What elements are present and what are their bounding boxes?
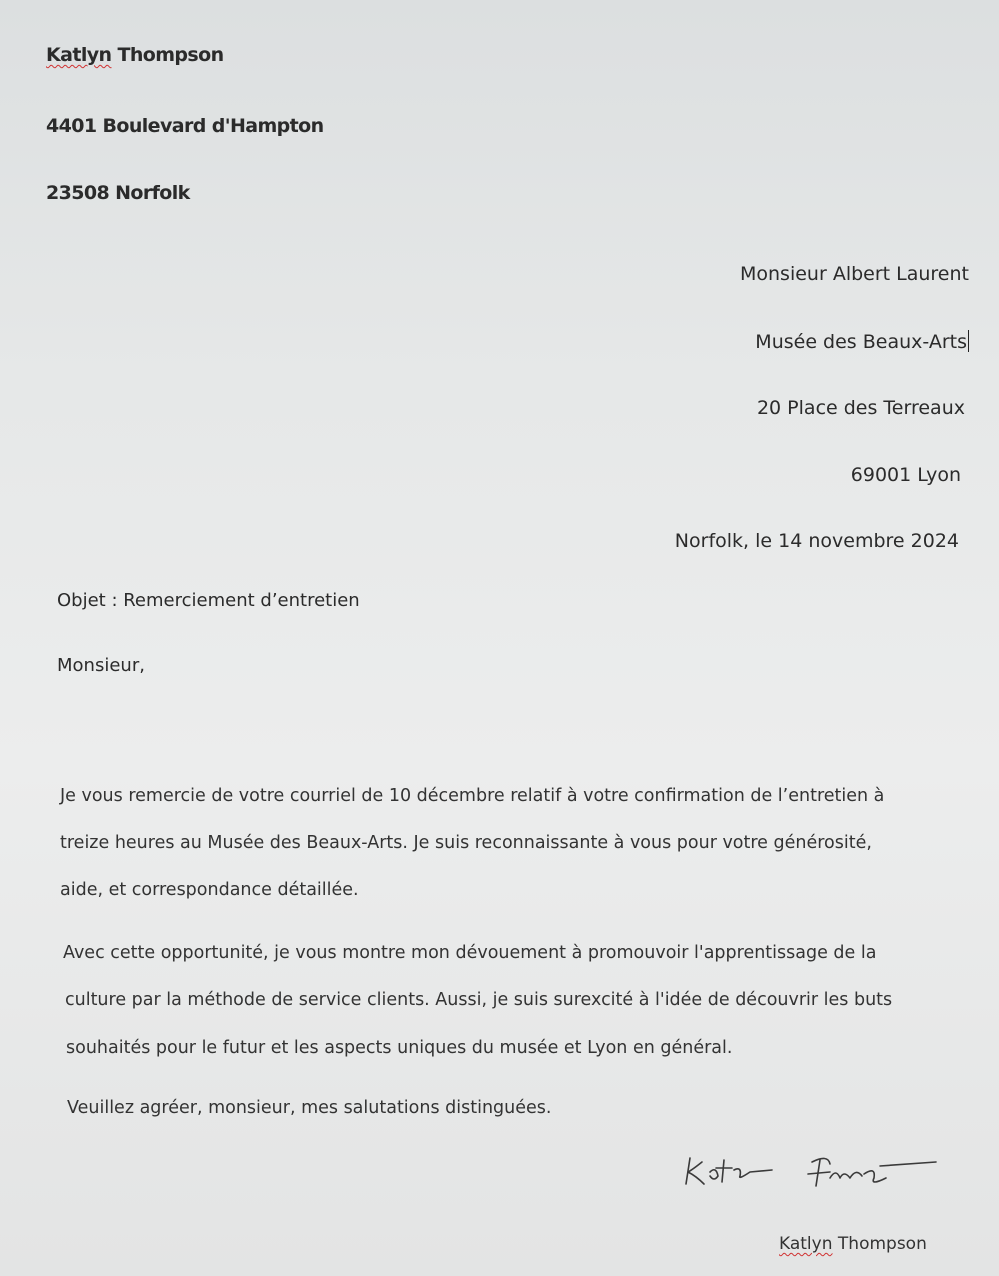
- sender-first-name: Katlyn: [46, 44, 112, 66]
- recipient-name: Monsieur Albert Laurent: [740, 263, 969, 285]
- paragraph1-line1: Je vous remercie de votre courriel de 10 décembre relatif à votre confirmation de l’entretien à: [60, 786, 885, 806]
- text-cursor: [968, 330, 969, 352]
- paragraph1-line3: aide, et correspondance détaillée.: [60, 880, 359, 900]
- handwritten-signature: [680, 1148, 940, 1198]
- sender-last-name: Thompson: [111, 44, 224, 66]
- date-line: Norfolk, le 14 novembre 2024: [674, 530, 959, 552]
- paragraph2-line2: culture par la méthode de service clients. Aussi, je suis surexcité à l'idée de découvrir les buts: [65, 990, 893, 1010]
- paragraph2-line3: souhaités pour le futur et les aspects uniques du musée et Lyon en général.: [66, 1038, 733, 1058]
- sender-city: 23508 Norfolk: [46, 182, 190, 204]
- recipient-street: 20 Place des Terreaux: [756, 397, 965, 419]
- signature-typed-name: [779, 1234, 927, 1254]
- salutation: Monsieur,: [57, 655, 145, 676]
- recipient-institution: [755, 330, 969, 353]
- signature-first-name: Katlyn: [779, 1234, 833, 1254]
- paragraph2-line1: Avec cette opportunité, je vous montre mon dévouement à promouvoir l'apprentissage de la: [63, 943, 877, 963]
- closing-line: Veuillez agréer, monsieur, mes salutations distinguées.: [67, 1098, 552, 1118]
- sender-name: [46, 44, 224, 66]
- sender-street: 4401 Boulevard d'Hampton: [46, 115, 324, 137]
- subject-line: Objet : Remerciement d’entretien: [57, 590, 360, 611]
- paragraph1-line2: treize heures au Musée des Beaux-Arts. Je suis reconnaissante à vous pour votre générosité,: [60, 833, 872, 853]
- signature-last-name: Thompson: [832, 1234, 927, 1254]
- recipient-institution-text: Musée des Beaux-Arts: [755, 331, 967, 353]
- recipient-city: 69001 Lyon: [850, 464, 961, 486]
